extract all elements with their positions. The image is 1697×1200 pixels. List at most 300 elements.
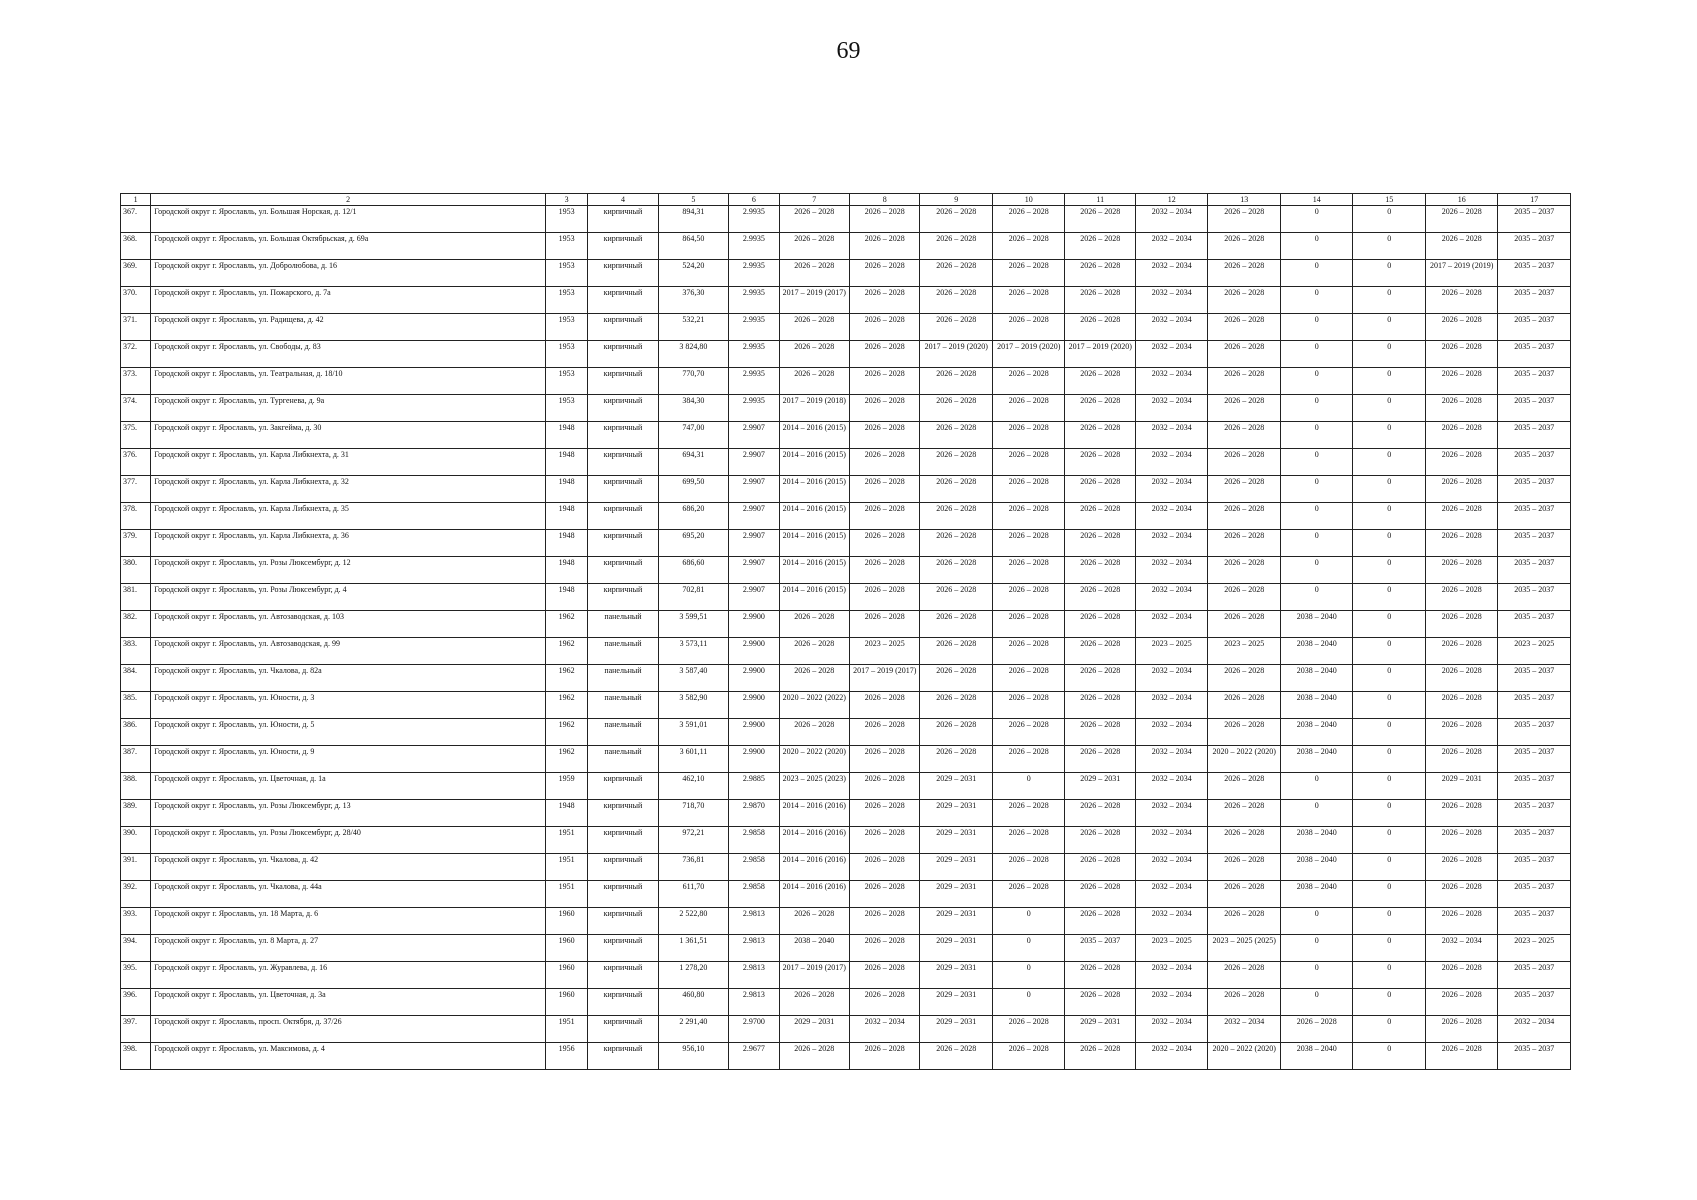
- table-cell-col-3: 1953: [545, 368, 587, 395]
- table-cell-col-16: 2026 – 2028: [1425, 368, 1498, 395]
- table-cell-col-11: 2026 – 2028: [1065, 827, 1135, 854]
- table-cell-col-15: 0: [1353, 962, 1426, 989]
- table-cell-col-15: 0: [1353, 530, 1426, 557]
- table-cell-col-4: кирпичный: [588, 881, 658, 908]
- table-cell-col-3: 1951: [545, 854, 587, 881]
- table-cell-col-9: 2026 – 2028: [920, 1043, 993, 1070]
- table-cell-col-12: 2032 – 2034: [1135, 692, 1208, 719]
- table-cell-col-3: 1948: [545, 584, 587, 611]
- table-cell-col-9: 2026 – 2028: [920, 449, 993, 476]
- table-cell-col-15: 0: [1353, 260, 1426, 287]
- table-cell-col-12: 2032 – 2034: [1135, 530, 1208, 557]
- table-cell-col-12: 2032 – 2034: [1135, 395, 1208, 422]
- table-cell-col-3: 1953: [545, 314, 587, 341]
- table-cell-col-1: 383.: [121, 638, 151, 665]
- table-cell-col-2: Городской округ г. Ярославль, ул. Цветочная, д. 3а: [151, 989, 546, 1016]
- table-cell-col-15: 0: [1353, 557, 1426, 584]
- table-cell-col-2: Городской округ г. Ярославль, ул. Большая Норская, д. 12/1: [151, 206, 546, 233]
- table-cell-col-5: 956,10: [658, 1043, 728, 1070]
- table-cell-col-12: 2032 – 2034: [1135, 260, 1208, 287]
- table-cell-col-16: 2026 – 2028: [1425, 233, 1498, 260]
- table-cell-col-11: 2026 – 2028: [1065, 719, 1135, 746]
- table-row: [121, 368, 1571, 395]
- table-cell-col-9: 2029 – 2031: [920, 854, 993, 881]
- table-cell-col-1: 385.: [121, 692, 151, 719]
- table-cell-col-11: 2035 – 2037: [1065, 935, 1135, 962]
- table-cell-col-2: Городской округ г. Ярославль, ул. Пожарского, д. 7а: [151, 287, 546, 314]
- table-cell-col-13: 2026 – 2028: [1208, 287, 1281, 314]
- table-cell-col-10: 2026 – 2028: [992, 800, 1065, 827]
- table-cell-col-15: 0: [1353, 665, 1426, 692]
- table-cell-col-3: 1956: [545, 1043, 587, 1070]
- table-cell-col-4: кирпичный: [588, 1043, 658, 1070]
- table-cell-col-8: 2026 – 2028: [850, 692, 920, 719]
- table-cell-col-2: Городской округ г. Ярославль, ул. Свободы, д. 83: [151, 341, 546, 368]
- table-cell-col-7: 2014 – 2016 (2015): [779, 476, 849, 503]
- table-row: [121, 422, 1571, 449]
- table-cell-col-1: 371.: [121, 314, 151, 341]
- table-cell-col-10: 2026 – 2028: [992, 1043, 1065, 1070]
- table-cell-col-13: 2026 – 2028: [1208, 341, 1281, 368]
- table-cell-col-15: 0: [1353, 719, 1426, 746]
- column-header-1: 1: [121, 194, 151, 206]
- table-cell-col-16: 2026 – 2028: [1425, 638, 1498, 665]
- table-cell-col-4: кирпичный: [588, 422, 658, 449]
- table-cell-col-17: 2035 – 2037: [1498, 422, 1571, 449]
- repair-schedule-table: [120, 193, 1571, 1070]
- table-cell-col-13: 2026 – 2028: [1208, 773, 1281, 800]
- table-cell-col-16: 2026 – 2028: [1425, 1016, 1498, 1043]
- table-cell-col-16: 2026 – 2028: [1425, 692, 1498, 719]
- table-cell-col-13: 2026 – 2028: [1208, 557, 1281, 584]
- table-cell-col-17: 2035 – 2037: [1498, 449, 1571, 476]
- table-cell-col-13: 2026 – 2028: [1208, 584, 1281, 611]
- table-container: [120, 193, 1571, 1070]
- table-cell-col-6: 2.9900: [729, 692, 779, 719]
- table-cell-col-10: 2026 – 2028: [992, 611, 1065, 638]
- table-cell-col-3: 1948: [545, 503, 587, 530]
- table-cell-col-16: 2026 – 2028: [1425, 287, 1498, 314]
- table-cell-col-5: 3 573,11: [658, 638, 728, 665]
- table-cell-col-8: 2026 – 2028: [850, 773, 920, 800]
- table-cell-col-11: 2026 – 2028: [1065, 746, 1135, 773]
- table-cell-col-4: панельный: [588, 746, 658, 773]
- table-cell-col-2: Городской округ г. Ярославль, ул. Розы Люксембург, д. 4: [151, 584, 546, 611]
- table-cell-col-10: 2026 – 2028: [992, 287, 1065, 314]
- table-cell-col-9: 2026 – 2028: [920, 503, 993, 530]
- table-row: [121, 800, 1571, 827]
- table-cell-col-3: 1948: [545, 800, 587, 827]
- table-row: [121, 287, 1571, 314]
- table-cell-col-3: 1953: [545, 341, 587, 368]
- table-cell-col-3: 1948: [545, 476, 587, 503]
- table-cell-col-8: 2026 – 2028: [850, 1043, 920, 1070]
- table-cell-col-15: 0: [1353, 449, 1426, 476]
- table-cell-col-1: 377.: [121, 476, 151, 503]
- table-cell-col-6: 2.9677: [729, 1043, 779, 1070]
- table-cell-col-10: 2026 – 2028: [992, 665, 1065, 692]
- table-cell-col-12: 2032 – 2034: [1135, 854, 1208, 881]
- table-cell-col-8: 2032 – 2034: [850, 1016, 920, 1043]
- table-cell-col-1: 370.: [121, 287, 151, 314]
- table-cell-col-3: 1960: [545, 908, 587, 935]
- table-cell-col-4: кирпичный: [588, 989, 658, 1016]
- table-cell-col-15: 0: [1353, 611, 1426, 638]
- table-cell-col-17: 2035 – 2037: [1498, 584, 1571, 611]
- table-cell-col-16: 2017 – 2019 (2019): [1425, 260, 1498, 287]
- table-cell-col-11: 2026 – 2028: [1065, 206, 1135, 233]
- table-cell-col-11: 2026 – 2028: [1065, 989, 1135, 1016]
- table-cell-col-6: 2.9900: [729, 719, 779, 746]
- table-cell-col-5: 695,20: [658, 530, 728, 557]
- table-cell-col-17: 2035 – 2037: [1498, 692, 1571, 719]
- table-row: [121, 1016, 1571, 1043]
- table-cell-col-4: кирпичный: [588, 503, 658, 530]
- table-cell-col-6: 2.9870: [729, 800, 779, 827]
- table-cell-col-13: 2026 – 2028: [1208, 800, 1281, 827]
- table-cell-col-14: 0: [1280, 341, 1353, 368]
- table-cell-col-9: 2026 – 2028: [920, 368, 993, 395]
- table-cell-col-14: 0: [1280, 773, 1353, 800]
- column-header-8: 8: [850, 194, 920, 206]
- table-cell-col-14: 2038 – 2040: [1280, 719, 1353, 746]
- table-cell-col-3: 1953: [545, 260, 587, 287]
- table-cell-col-14: 0: [1280, 962, 1353, 989]
- table-cell-col-4: кирпичный: [588, 1016, 658, 1043]
- table-row: [121, 449, 1571, 476]
- table-cell-col-14: 0: [1280, 260, 1353, 287]
- table-cell-col-15: 0: [1353, 1016, 1426, 1043]
- table-cell-col-17: 2023 – 2025: [1498, 638, 1571, 665]
- table-cell-col-1: 389.: [121, 800, 151, 827]
- table-cell-col-4: кирпичный: [588, 827, 658, 854]
- table-cell-col-15: 0: [1353, 395, 1426, 422]
- table-cell-col-1: 384.: [121, 665, 151, 692]
- table-cell-col-1: 368.: [121, 233, 151, 260]
- table-cell-col-11: 2026 – 2028: [1065, 854, 1135, 881]
- table-cell-col-6: 2.9907: [729, 476, 779, 503]
- table-cell-col-3: 1948: [545, 422, 587, 449]
- table-cell-col-17: 2032 – 2034: [1498, 1016, 1571, 1043]
- table-cell-col-15: 0: [1353, 368, 1426, 395]
- table-cell-col-15: 0: [1353, 341, 1426, 368]
- table-cell-col-7: 2014 – 2016 (2016): [779, 800, 849, 827]
- table-cell-col-17: 2035 – 2037: [1498, 557, 1571, 584]
- table-cell-col-16: 2026 – 2028: [1425, 530, 1498, 557]
- table-cell-col-7: 2014 – 2016 (2015): [779, 503, 849, 530]
- table-cell-col-12: 2032 – 2034: [1135, 908, 1208, 935]
- table-cell-col-9: 2029 – 2031: [920, 908, 993, 935]
- table-cell-col-12: 2032 – 2034: [1135, 665, 1208, 692]
- table-cell-col-2: Городской округ г. Ярославль, ул. Розы Люксембург, д. 13: [151, 800, 546, 827]
- table-cell-col-10: 2026 – 2028: [992, 827, 1065, 854]
- table-cell-col-8: 2023 – 2025: [850, 638, 920, 665]
- table-header-row: [121, 194, 1571, 206]
- table-cell-col-9: 2026 – 2028: [920, 665, 993, 692]
- table-cell-col-16: 2026 – 2028: [1425, 611, 1498, 638]
- table-cell-col-4: панельный: [588, 692, 658, 719]
- table-cell-col-14: 0: [1280, 935, 1353, 962]
- table-cell-col-4: кирпичный: [588, 476, 658, 503]
- table-cell-col-9: 2026 – 2028: [920, 422, 993, 449]
- table-cell-col-2: Городской округ г. Ярославль, ул. Театральная, д. 18/10: [151, 368, 546, 395]
- table-cell-col-15: 0: [1353, 638, 1426, 665]
- table-cell-col-1: 376.: [121, 449, 151, 476]
- table-cell-col-7: 2026 – 2028: [779, 989, 849, 1016]
- table-cell-col-14: 0: [1280, 557, 1353, 584]
- table-cell-col-2: Городской округ г. Ярославль, ул. Розы Люксембург, д. 12: [151, 557, 546, 584]
- table-cell-col-13: 2026 – 2028: [1208, 881, 1281, 908]
- table-cell-col-1: 397.: [121, 1016, 151, 1043]
- table-cell-col-13: 2026 – 2028: [1208, 611, 1281, 638]
- table-cell-col-10: 2026 – 2028: [992, 854, 1065, 881]
- table-cell-col-8: 2026 – 2028: [850, 449, 920, 476]
- table-cell-col-15: 0: [1353, 746, 1426, 773]
- table-cell-col-6: 2.9907: [729, 557, 779, 584]
- table-cell-col-12: 2032 – 2034: [1135, 368, 1208, 395]
- table-cell-col-12: 2023 – 2025: [1135, 638, 1208, 665]
- table-cell-col-13: 2026 – 2028: [1208, 314, 1281, 341]
- table-cell-col-15: 0: [1353, 476, 1426, 503]
- column-header-11: 11: [1065, 194, 1135, 206]
- table-cell-col-4: панельный: [588, 719, 658, 746]
- table-cell-col-4: кирпичный: [588, 368, 658, 395]
- table-cell-col-6: 2.9935: [729, 341, 779, 368]
- table-cell-col-9: 2026 – 2028: [920, 611, 993, 638]
- table-cell-col-10: 2026 – 2028: [992, 1016, 1065, 1043]
- table-cell-col-5: 686,20: [658, 503, 728, 530]
- table-cell-col-7: 2014 – 2016 (2015): [779, 584, 849, 611]
- table-cell-col-4: кирпичный: [588, 206, 658, 233]
- table-cell-col-7: 2020 – 2022 (2020): [779, 746, 849, 773]
- table-cell-col-6: 2.9858: [729, 854, 779, 881]
- table-cell-col-9: 2026 – 2028: [920, 233, 993, 260]
- table-cell-col-4: панельный: [588, 665, 658, 692]
- table-cell-col-5: 3 599,51: [658, 611, 728, 638]
- table-cell-col-4: кирпичный: [588, 935, 658, 962]
- table-cell-col-8: 2026 – 2028: [850, 557, 920, 584]
- table-cell-col-16: 2032 – 2034: [1425, 935, 1498, 962]
- table-cell-col-1: 378.: [121, 503, 151, 530]
- table-cell-col-4: кирпичный: [588, 908, 658, 935]
- table-cell-col-6: 2.9900: [729, 665, 779, 692]
- table-cell-col-8: 2026 – 2028: [850, 206, 920, 233]
- table-cell-col-13: 2020 – 2022 (2020): [1208, 746, 1281, 773]
- table-cell-col-2: Городской округ г. Ярославль, просп. Октября, д. 37/26: [151, 1016, 546, 1043]
- table-cell-col-16: 2026 – 2028: [1425, 962, 1498, 989]
- table-cell-col-4: кирпичный: [588, 341, 658, 368]
- table-cell-col-15: 0: [1353, 827, 1426, 854]
- table-cell-col-11: 2026 – 2028: [1065, 962, 1135, 989]
- table-cell-col-13: 2023 – 2025: [1208, 638, 1281, 665]
- table-cell-col-12: 2032 – 2034: [1135, 962, 1208, 989]
- table-cell-col-6: 2.9935: [729, 395, 779, 422]
- table-cell-col-5: 384,30: [658, 395, 728, 422]
- table-cell-col-16: 2026 – 2028: [1425, 206, 1498, 233]
- table-cell-col-4: кирпичный: [588, 395, 658, 422]
- column-header-17: 17: [1498, 194, 1571, 206]
- table-row: [121, 746, 1571, 773]
- table-cell-col-4: кирпичный: [588, 260, 658, 287]
- table-cell-col-1: 392.: [121, 881, 151, 908]
- table-cell-col-13: 2026 – 2028: [1208, 449, 1281, 476]
- table-cell-col-15: 0: [1353, 908, 1426, 935]
- table-cell-col-10: 2026 – 2028: [992, 584, 1065, 611]
- table-cell-col-13: 2032 – 2034: [1208, 1016, 1281, 1043]
- table-cell-col-11: 2026 – 2028: [1065, 368, 1135, 395]
- table-cell-col-15: 0: [1353, 422, 1426, 449]
- table-cell-col-11: 2026 – 2028: [1065, 530, 1135, 557]
- table-cell-col-6: 2.9885: [729, 773, 779, 800]
- table-cell-col-9: 2026 – 2028: [920, 746, 993, 773]
- table-cell-col-13: 2026 – 2028: [1208, 827, 1281, 854]
- table-cell-col-8: 2026 – 2028: [850, 314, 920, 341]
- table-cell-col-16: 2026 – 2028: [1425, 557, 1498, 584]
- table-cell-col-3: 1962: [545, 692, 587, 719]
- table-body: [121, 206, 1571, 1070]
- table-cell-col-9: 2029 – 2031: [920, 881, 993, 908]
- table-cell-col-3: 1953: [545, 287, 587, 314]
- table-cell-col-8: 2026 – 2028: [850, 962, 920, 989]
- table-cell-col-11: 2026 – 2028: [1065, 314, 1135, 341]
- table-cell-col-14: 0: [1280, 584, 1353, 611]
- table-cell-col-15: 0: [1353, 800, 1426, 827]
- table-cell-col-17: 2035 – 2037: [1498, 854, 1571, 881]
- table-cell-col-7: 2026 – 2028: [779, 665, 849, 692]
- table-cell-col-7: 2014 – 2016 (2016): [779, 854, 849, 881]
- table-cell-col-17: 2035 – 2037: [1498, 746, 1571, 773]
- table-cell-col-13: 2026 – 2028: [1208, 368, 1281, 395]
- table-cell-col-9: 2026 – 2028: [920, 314, 993, 341]
- table-cell-col-10: 2026 – 2028: [992, 557, 1065, 584]
- column-header-13: 13: [1208, 194, 1281, 206]
- column-header-2: 2: [151, 194, 546, 206]
- table-cell-col-7: 2026 – 2028: [779, 314, 849, 341]
- table-cell-col-8: 2026 – 2028: [850, 854, 920, 881]
- table-cell-col-17: 2035 – 2037: [1498, 260, 1571, 287]
- table-cell-col-12: 2032 – 2034: [1135, 233, 1208, 260]
- table-cell-col-11: 2026 – 2028: [1065, 908, 1135, 935]
- table-cell-col-2: Городской округ г. Ярославль, ул. Юности, д. 9: [151, 746, 546, 773]
- table-cell-col-6: 2.9858: [729, 881, 779, 908]
- table-cell-col-8: 2026 – 2028: [850, 827, 920, 854]
- table-cell-col-1: 393.: [121, 908, 151, 935]
- table-cell-col-16: 2026 – 2028: [1425, 395, 1498, 422]
- table-cell-col-1: 398.: [121, 1043, 151, 1070]
- table-cell-col-2: Городской округ г. Ярославль, ул. Цветочная, д. 1а: [151, 773, 546, 800]
- table-cell-col-7: 2014 – 2016 (2015): [779, 557, 849, 584]
- table-cell-col-17: 2035 – 2037: [1498, 827, 1571, 854]
- table-cell-col-5: 3 591,01: [658, 719, 728, 746]
- table-cell-col-14: 0: [1280, 800, 1353, 827]
- table-cell-col-15: 0: [1353, 287, 1426, 314]
- table-row: [121, 719, 1571, 746]
- column-header-5: 5: [658, 194, 728, 206]
- table-cell-col-6: 2.9907: [729, 584, 779, 611]
- table-cell-col-11: 2026 – 2028: [1065, 557, 1135, 584]
- table-cell-col-5: 2 291,40: [658, 1016, 728, 1043]
- table-cell-col-16: 2026 – 2028: [1425, 422, 1498, 449]
- table-row: [121, 233, 1571, 260]
- table-cell-col-1: 372.: [121, 341, 151, 368]
- table-cell-col-17: 2035 – 2037: [1498, 314, 1571, 341]
- table-cell-col-11: 2029 – 2031: [1065, 1016, 1135, 1043]
- table-cell-col-6: 2.9907: [729, 530, 779, 557]
- table-cell-col-1: 394.: [121, 935, 151, 962]
- table-cell-col-12: 2032 – 2034: [1135, 476, 1208, 503]
- table-cell-col-12: 2032 – 2034: [1135, 1016, 1208, 1043]
- table-cell-col-3: 1962: [545, 611, 587, 638]
- table-cell-col-1: 388.: [121, 773, 151, 800]
- table-cell-col-7: 2026 – 2028: [779, 260, 849, 287]
- table-cell-col-12: 2032 – 2034: [1135, 287, 1208, 314]
- table-cell-col-6: 2.9935: [729, 368, 779, 395]
- table-cell-col-7: 2026 – 2028: [779, 206, 849, 233]
- table-cell-col-3: 1962: [545, 746, 587, 773]
- table-cell-col-14: 2038 – 2040: [1280, 746, 1353, 773]
- table-cell-col-6: 2.9813: [729, 935, 779, 962]
- table-cell-col-11: 2026 – 2028: [1065, 665, 1135, 692]
- table-cell-col-14: 0: [1280, 908, 1353, 935]
- table-cell-col-7: 2029 – 2031: [779, 1016, 849, 1043]
- table-cell-col-17: 2035 – 2037: [1498, 665, 1571, 692]
- table-cell-col-4: кирпичный: [588, 233, 658, 260]
- table-cell-col-11: 2026 – 2028: [1065, 584, 1135, 611]
- table-cell-col-5: 694,31: [658, 449, 728, 476]
- table-cell-col-12: 2032 – 2034: [1135, 341, 1208, 368]
- table-cell-col-9: 2029 – 2031: [920, 800, 993, 827]
- table-cell-col-3: 1962: [545, 638, 587, 665]
- table-cell-col-16: 2026 – 2028: [1425, 449, 1498, 476]
- table-cell-col-14: 0: [1280, 206, 1353, 233]
- table-cell-col-10: 2026 – 2028: [992, 206, 1065, 233]
- table-cell-col-1: 375.: [121, 422, 151, 449]
- table-cell-col-14: 2038 – 2040: [1280, 854, 1353, 881]
- table-row: [121, 908, 1571, 935]
- table-cell-col-16: 2026 – 2028: [1425, 881, 1498, 908]
- table-cell-col-5: 376,30: [658, 287, 728, 314]
- table-cell-col-14: 2038 – 2040: [1280, 665, 1353, 692]
- table-cell-col-16: 2026 – 2028: [1425, 584, 1498, 611]
- table-cell-col-2: Городской округ г. Ярославль, ул. Добролюбова, д. 16: [151, 260, 546, 287]
- table-cell-col-13: 2026 – 2028: [1208, 719, 1281, 746]
- table-cell-col-6: 2.9907: [729, 449, 779, 476]
- table-cell-col-11: 2026 – 2028: [1065, 260, 1135, 287]
- table-cell-col-5: 524,20: [658, 260, 728, 287]
- table-row: [121, 314, 1571, 341]
- table-cell-col-9: 2026 – 2028: [920, 719, 993, 746]
- table-cell-col-14: 0: [1280, 422, 1353, 449]
- table-cell-col-1: 395.: [121, 962, 151, 989]
- table-cell-col-6: 2.9935: [729, 233, 779, 260]
- table-cell-col-5: 699,50: [658, 476, 728, 503]
- table-cell-col-8: 2026 – 2028: [850, 476, 920, 503]
- table-row: [121, 827, 1571, 854]
- table-cell-col-10: 2026 – 2028: [992, 530, 1065, 557]
- table-cell-col-10: 2026 – 2028: [992, 260, 1065, 287]
- table-cell-col-15: 0: [1353, 584, 1426, 611]
- table-cell-col-17: 2035 – 2037: [1498, 719, 1571, 746]
- table-cell-col-8: 2026 – 2028: [850, 395, 920, 422]
- table-cell-col-16: 2026 – 2028: [1425, 503, 1498, 530]
- table-row: [121, 611, 1571, 638]
- table-row: [121, 935, 1571, 962]
- table-cell-col-5: 3 587,40: [658, 665, 728, 692]
- table-cell-col-13: 2026 – 2028: [1208, 854, 1281, 881]
- table-cell-col-17: 2035 – 2037: [1498, 287, 1571, 314]
- table-cell-col-12: 2032 – 2034: [1135, 422, 1208, 449]
- table-cell-col-10: 2026 – 2028: [992, 449, 1065, 476]
